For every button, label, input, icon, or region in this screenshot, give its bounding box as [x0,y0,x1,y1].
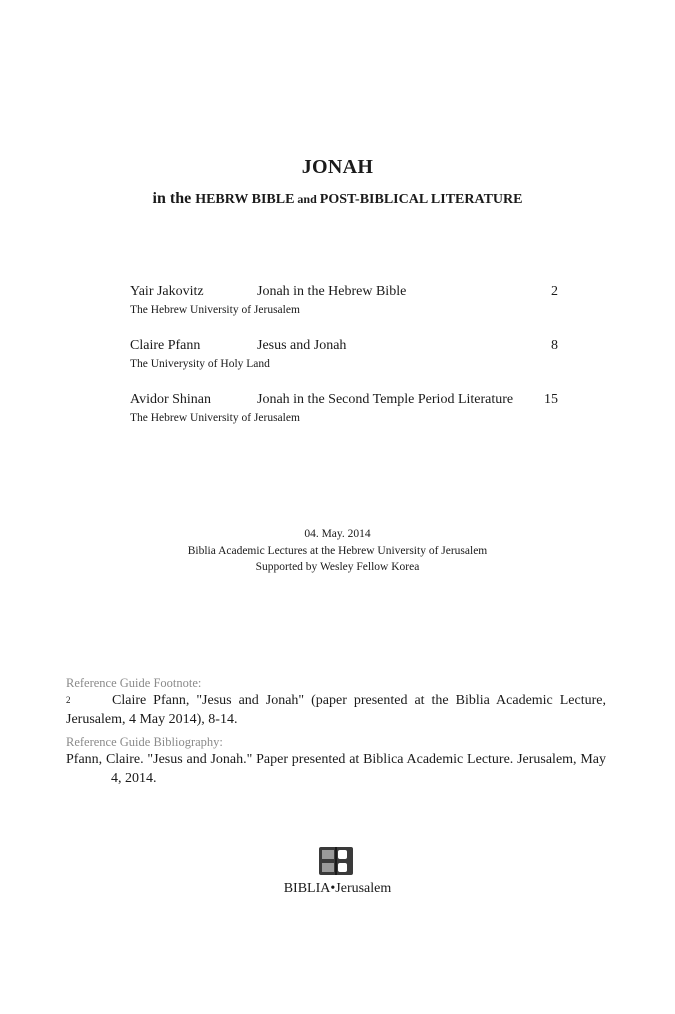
event-date: 04. May. 2014 [304,528,371,540]
reference-footnote-section [66,676,606,729]
toc-page-number: 2 [551,284,558,299]
event-info [0,526,675,576]
subtitle-part-3: and [294,192,320,206]
biblia-book-logo-icon [318,846,354,876]
page-subtitle [0,190,675,208]
toc-author: Avidor Shinan [130,392,212,407]
toc-author: Claire Pfann [130,338,201,353]
event-support: Supported by Wesley Fellow Korea [255,561,420,573]
footnote-marker: 2 [66,695,71,705]
subtitle-part-2: HEBRW BIBLE [195,192,295,207]
footnote-entry [66,691,606,729]
footnote-text: Claire Pfann, "Jesus and Jonah" (paper presented at the Biblia Academic Lecture, Jerusalem, 4 May 2014), 8-14. [66,693,606,727]
toc-page-number: 8 [551,338,558,353]
footnote-label: Reference Guide Footnote: [66,676,202,690]
table-of-contents [130,284,558,446]
toc-title: Jesus and Jonah [257,338,347,353]
subtitle-part-4: POST-BIBLICAL LITERATURE [319,192,523,207]
page-title: JONAH [301,156,374,178]
bibliography-text: Pfann, Claire. "Jesus and Jonah." Paper presented at Biblica Academic Lecture. Jerusalem, May 4, 2014. [66,752,606,786]
bibliography-label: Reference Guide Bibliography: [66,735,223,749]
toc-affiliation: The Hebrew University of Jerusalem [130,304,300,316]
toc-entry [130,392,558,446]
toc-page-number: 15 [544,392,558,407]
toc-affiliation: The Hebrew University of Jerusalem [130,412,300,424]
toc-title: Jonah in the Hebrew Bible [257,284,407,299]
toc-affiliation: The Univerysity of Holy Land [130,358,270,370]
publisher-name: BIBLIA•Jerusalem [283,881,392,896]
reference-bibliography-section [66,735,606,788]
toc-author: Yair Jakovitz [130,284,204,299]
toc-entry [130,338,558,392]
subtitle-part-1: in the [152,190,196,207]
toc-entry [130,284,558,338]
toc-title: Jonah in the Second Temple Period Literature [257,392,514,407]
event-lectures: Biblia Academic Lectures at the Hebrew University of Jerusalem [187,544,488,557]
